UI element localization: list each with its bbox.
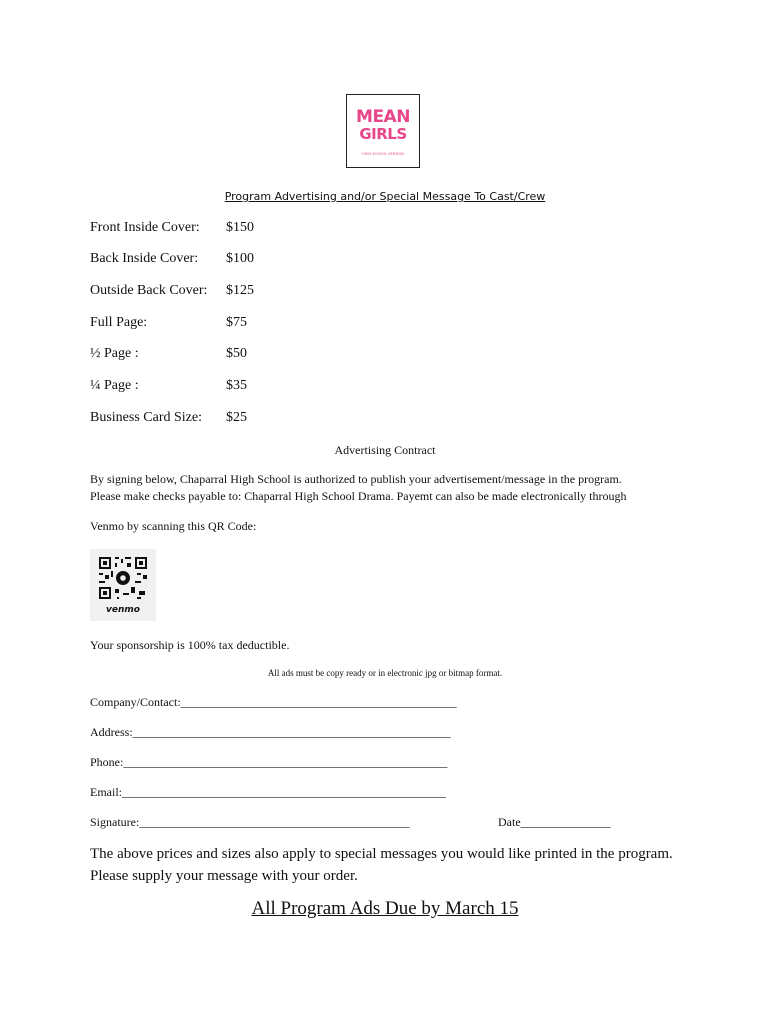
price-value-front-inside: $150 <box>226 220 254 235</box>
price-label-quarter-page: ¼ Page : <box>90 378 139 393</box>
price-label-back-inside: Back Inside Cover: <box>90 251 199 266</box>
price-value-full-page: $75 <box>226 315 247 330</box>
format-note: All ads must be copy ready or in electronic jpg or bitmap format. <box>267 668 503 678</box>
price-label-half-page: ½ Page : <box>90 346 139 361</box>
tax-deductible-note: Your sponsorship is 100% tax deductible. <box>90 638 290 652</box>
venmo-qr-code[interactable] <box>90 549 156 621</box>
logo-line-1: MEAN <box>356 107 410 127</box>
price-label-front-inside: Front Inside Cover: <box>90 220 200 235</box>
logo-small-text: HIGH SCHOOL VERSION <box>362 152 404 156</box>
contract-title: Advertising Contract <box>334 443 436 457</box>
contract-line-2: Please make checks payable to: Chaparral High School Drama. Payemt can also be made electronically through <box>90 489 627 503</box>
closing-line-1: The above prices and sizes also apply to special messages you would like printed in the program. <box>90 846 673 862</box>
contract-line-3: Venmo by scanning this QR Code: <box>90 519 257 533</box>
due-date-notice: All Program Ads Due by March 15 <box>251 898 519 919</box>
mean-girls-logo <box>346 94 420 168</box>
logo-line-2: GIRLS <box>359 125 407 143</box>
venmo-label: venmo <box>106 605 140 615</box>
contract-line-1: By signing below, Chaparral High School is authorized to publish your advertisement/message in the program. <box>90 472 622 486</box>
price-label-full-page: Full Page: <box>90 315 148 330</box>
closing-line-2: Please supply your message with your order. <box>90 868 358 884</box>
price-value-quarter-page: $35 <box>226 378 247 393</box>
price-value-outside-back: $125 <box>226 283 254 298</box>
page-heading: Program Advertising and/or Special Message To Cast/Crew <box>224 190 546 203</box>
date-field[interactable]: Date_______________ <box>498 815 611 829</box>
qr-code-icon <box>97 555 149 601</box>
price-value-business-card: $25 <box>226 410 247 425</box>
price-value-half-page: $50 <box>226 346 247 361</box>
price-value-back-inside: $100 <box>226 251 254 266</box>
company-contact-field[interactable]: Company/Contact:______________________________________________ <box>90 695 457 709</box>
price-label-outside-back: Outside Back Cover: <box>90 283 208 298</box>
phone-field[interactable]: Phone:______________________________________________________ <box>90 755 448 769</box>
email-field[interactable]: Email:______________________________________________________ <box>90 785 446 799</box>
signature-field[interactable]: Signature:_____________________________________________ <box>90 815 410 829</box>
address-field[interactable]: Address:_____________________________________________________ <box>90 725 451 739</box>
price-label-business-card: Business Card Size: <box>90 410 202 425</box>
